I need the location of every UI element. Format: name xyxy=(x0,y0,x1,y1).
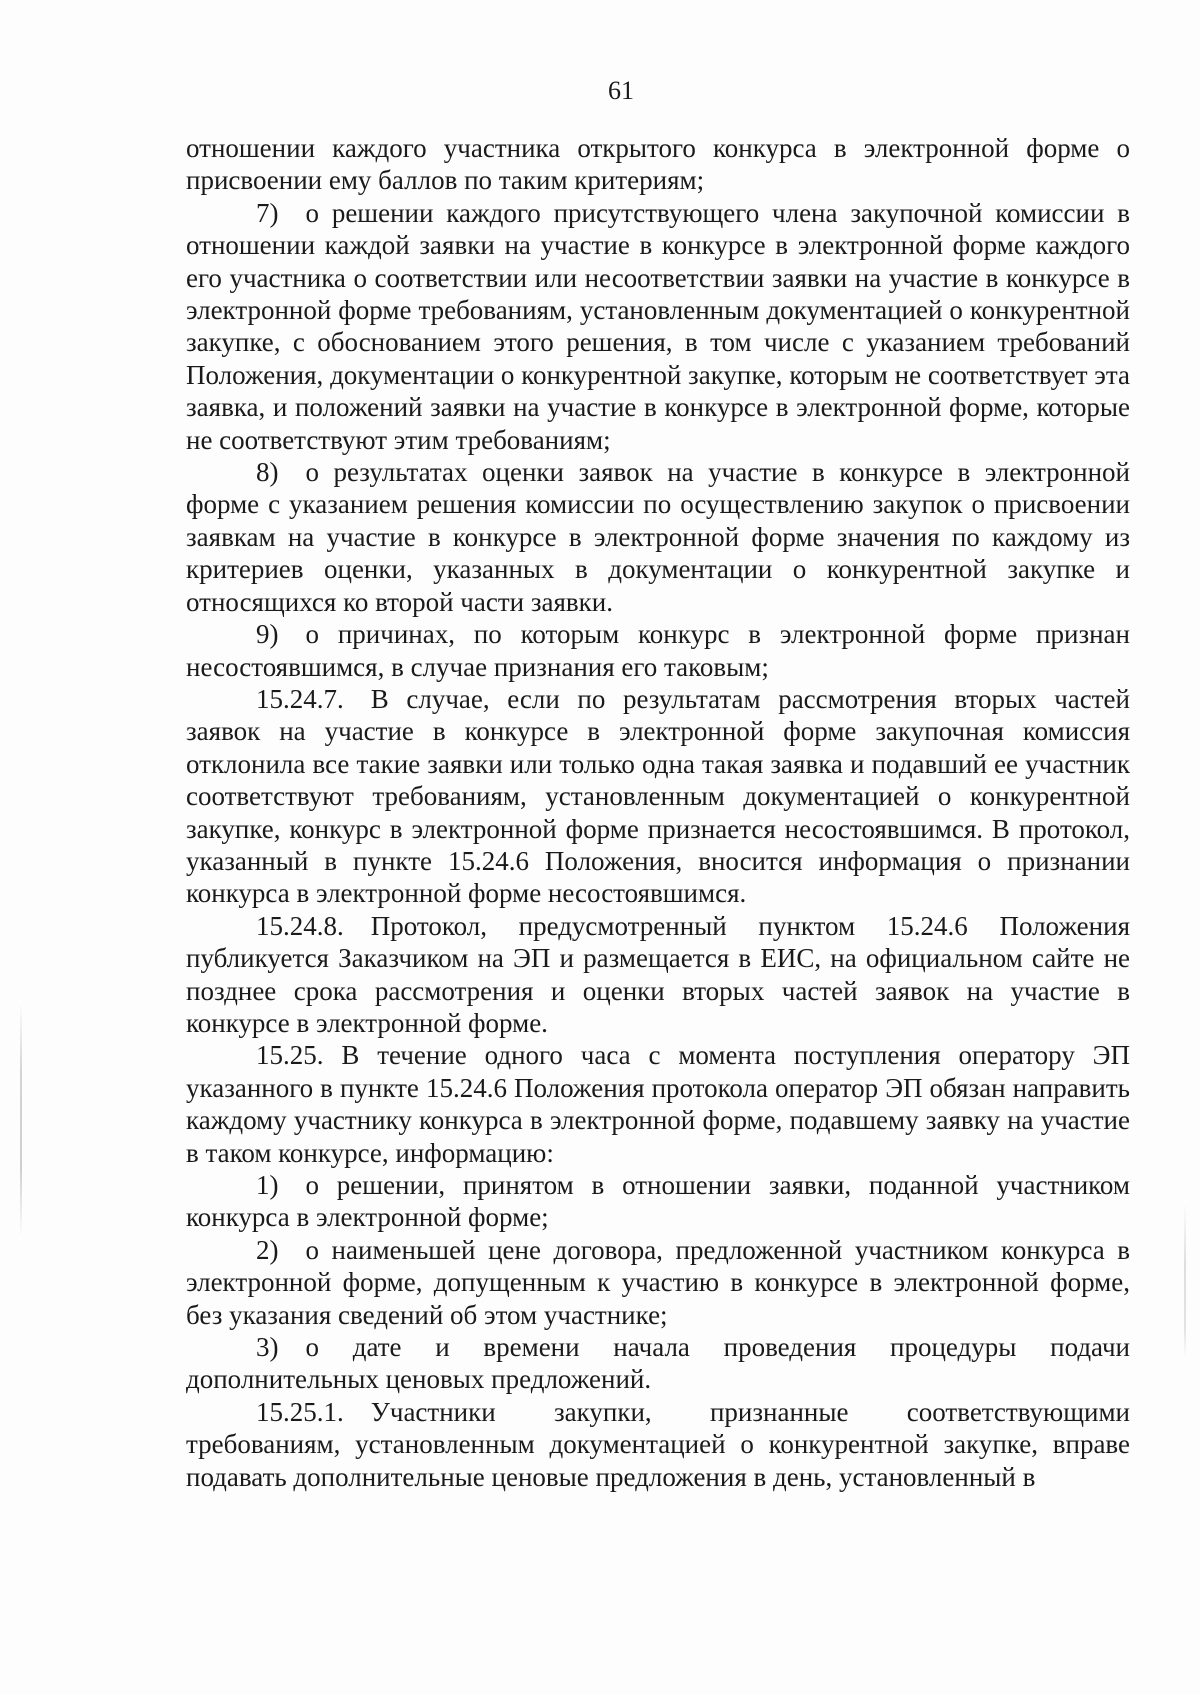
scan-edge-mark xyxy=(20,1000,22,1240)
list-item-8: 8) о результатах оценки заявок на участие в конкурсе в электронной форме с указанием решения комиссии по осуществлению закупок о присвоении заявкам на участие в конкурсе в электронной форме значения по каждому из критериев оценки, указанных в документации о конкурентной закупке и относящихся ко второй части заявки. xyxy=(186,457,1130,617)
clause-15-24-7: 15.24.7. В случае, если по результатам рассмотрения вторых частей заявок на участие в конкурсе в электронной форме закупочная комиссия отклонила все такие заявки или только одна такая заявка и подавший ее участник соответствуют требованиям, установленным документацией о конкурентной закупке, конкурс в электронной форме признается несостоявшимся. В протокол, указанный в пункте 15.24.6 Положения, вносится информация о признании конкурса в электронной форме несостоявшимся. xyxy=(186,683,1130,909)
clause-15-24-8: 15.24.8. Протокол, предусмотренный пунктом 15.24.6 Положения публикуется Заказчиком на ЭП и размещается в ЕИС, на официальном сайте не позднее срока рассмотрения и оценки вторых частей заявок на участие в конкурсе в электронной форме. xyxy=(186,910,1130,1038)
paragraph-continuation: отношении каждого участника открытого конкурса в электронной форме о присвоении ему баллов по таким критериям; xyxy=(186,133,1130,196)
clause-15-25: 15.25. В течение одного часа с момента поступления оператору ЭП указанного в пункте 15.24.6 Положения протокола оператор ЭП обязан направить каждому участнику конкурса в электронной форме, подавшему заявку на участие в таком конкурсе, информацию: xyxy=(186,1040,1130,1168)
list-item-3: 3) о дате и времени начала проведения процедуры подачи дополнительных ценовых предложений. xyxy=(186,1332,1130,1395)
scan-edge-mark-right xyxy=(1184,1200,1186,1360)
list-item-7: 7) о решении каждого присутствующего члена закупочной комиссии в отношении каждой заявки на участие в конкурсе в электронной форме каждого его участника о соответствии или несоответствии заявки на участие в конкурсе в электронной форме требованиям, установленным документацией о конкурентной закупке, с обоснованием этого решения, в том числе с указанием требований Положения, документации о конкурентной закупке, которым не соответствует эта заявка, и положений заявки на участие в конкурсе в электронной форме, которые не соответствуют этим требованиям; xyxy=(186,197,1130,455)
page-number xyxy=(0,76,1200,106)
list-item-9: 9) о причинах, по которым конкурс в электронной форме признан несостоявшимся, в случае признания его таковым; xyxy=(186,619,1130,682)
document-body xyxy=(186,132,1130,1493)
list-item-1: 1) о решении, принятом в отношении заявки, поданной участником конкурса в электронной форме; xyxy=(186,1170,1130,1233)
page-number-text: 61 xyxy=(608,76,634,105)
list-item-2: 2) о наименьшей цене договора, предложенной участником конкурса в электронной форме, допущенным к участию в конкурсе в электронной форме, без указания сведений об этом участнике; xyxy=(186,1234,1130,1330)
clause-15-25-1: 15.25.1. Участники закупки, признанные соответствующими требованиям, установленным документацией о конкурентной закупке, вправе подавать дополнительные ценовые предложения в день, установленный в xyxy=(186,1396,1130,1492)
